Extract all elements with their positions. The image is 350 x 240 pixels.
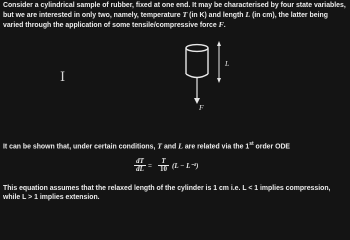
force-label: F <box>199 103 204 112</box>
length-arrow-head-up <box>217 41 221 46</box>
ode-intro-text: and <box>162 143 179 151</box>
rhs-numerator: T <box>161 157 166 165</box>
text-cursor-icon: I <box>60 70 66 85</box>
rhs-fraction <box>158 158 169 173</box>
var-f: F <box>218 20 224 29</box>
intro-text: Consider a cylindrical sample of rubber, fixed at one end. It may be characterised by four state variables, but we are interested in only two, namely, temperature <box>3 2 346 19</box>
var-l: L <box>245 10 251 19</box>
note-paragraph: This equation assumes that the relaxed length of the cylinder is 1 cm i.e. L < 1 implies compression, while L > 1 implies extension. <box>3 185 331 201</box>
ode-intro-text: are related via the 1 <box>182 143 250 151</box>
rhs-expression: (L − L⁻²) <box>172 162 199 170</box>
rhs-denominator: 10 <box>160 165 167 173</box>
intro-text: (in K) and length <box>187 12 246 19</box>
equals-sign: = <box>148 162 152 170</box>
ode-intro-paragraph <box>3 140 347 151</box>
cylinder-diagram <box>176 40 236 124</box>
lhs-denominator: dL <box>136 165 144 173</box>
ode-equation <box>130 158 240 178</box>
ordinal-superscript: st <box>249 141 254 147</box>
intro-text: . <box>223 22 226 29</box>
length-arrow-head-down <box>217 78 221 83</box>
intro-text: (in cm), the latter being varied through the application of some tensile/compressive force <box>3 12 328 29</box>
lhs-fraction <box>134 158 146 173</box>
length-label: L <box>225 59 230 68</box>
ode-intro-text: order ODE <box>253 143 291 151</box>
var-t: T <box>182 10 188 19</box>
ode-intro-text: It can be shown that, under certain conditions, <box>3 143 158 151</box>
var-t: T <box>157 141 163 151</box>
intro-paragraph <box>3 1 347 30</box>
cylinder-bottom <box>186 74 208 78</box>
var-l: L <box>178 141 183 151</box>
cylinder-figure <box>176 40 236 124</box>
lhs-numerator: dT <box>136 157 144 165</box>
cylinder-top <box>186 45 208 52</box>
